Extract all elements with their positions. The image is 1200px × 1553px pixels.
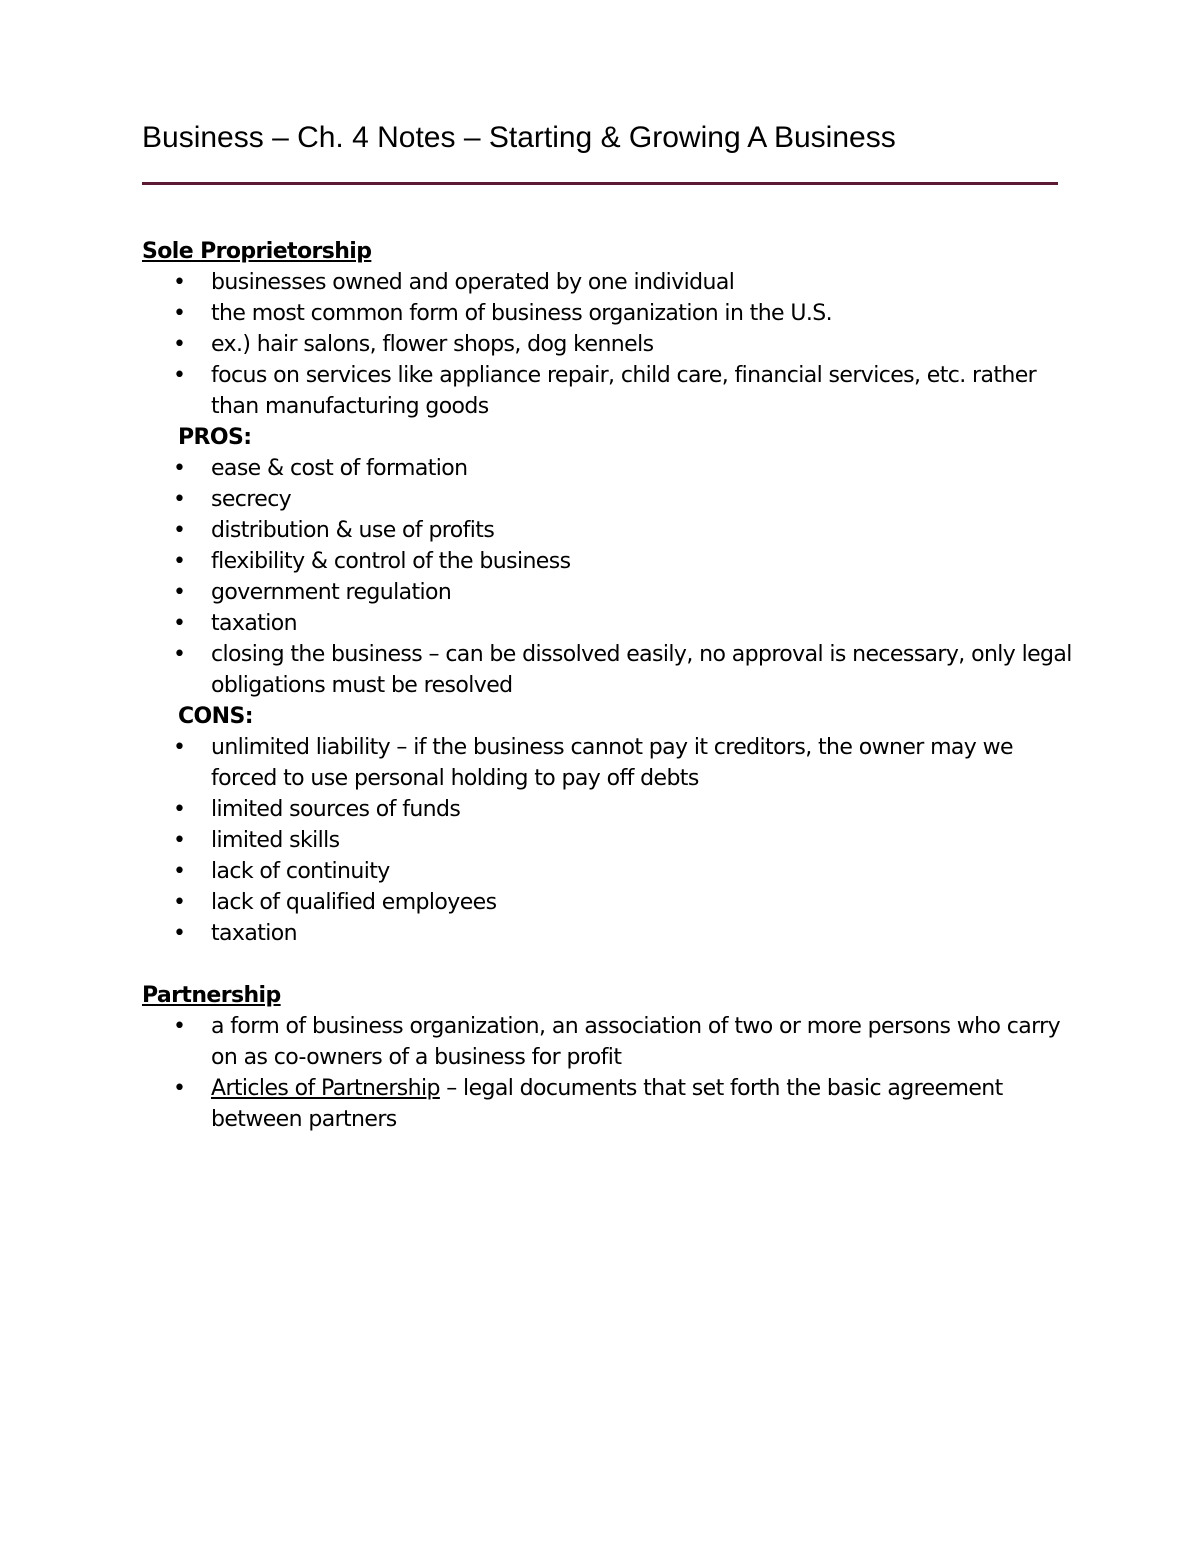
section-heading-partnership: Partnership xyxy=(142,983,281,1008)
list-item: • government regulation xyxy=(142,577,1072,608)
list-item: • secrecy xyxy=(142,484,1072,515)
cons-label: CONS: xyxy=(178,704,253,729)
list-item: • lack of continuity xyxy=(142,856,1072,887)
bullet-icon: • xyxy=(173,611,186,636)
pros-list xyxy=(142,453,1072,701)
bullet-icon: • xyxy=(173,549,186,574)
list-item: • taxation xyxy=(142,918,1072,949)
bullet-icon: • xyxy=(173,332,186,357)
list-item xyxy=(142,1073,1072,1135)
list-item: • businesses owned and operated by one individual xyxy=(142,267,1072,298)
bullet-icon: • xyxy=(173,580,186,605)
list-item: • taxation xyxy=(142,608,1072,639)
bullet-icon: • xyxy=(173,797,186,822)
list-item: • a form of business organization, an association of two or more persons who carry on as co-owners of a business for profit xyxy=(142,1011,1072,1073)
sole-proprietorship-intro-list xyxy=(142,267,1072,422)
bullet-icon: • xyxy=(173,270,186,295)
document-body xyxy=(142,236,1072,1135)
bullet-icon: • xyxy=(173,859,186,884)
list-item: • lack of qualified employees xyxy=(142,887,1072,918)
list-item: • ease & cost of formation xyxy=(142,453,1072,484)
list-item: • closing the business – can be dissolved easily, no approval is necessary, only legal obligations must be resolved xyxy=(142,639,1072,701)
section-spacer xyxy=(142,949,1072,980)
list-item: • focus on services like appliance repair, child care, financial services, etc. rather than manufacturing goods xyxy=(142,360,1072,422)
term-definition: – legal documents that set forth the basic agreement between partners xyxy=(211,1076,1003,1132)
list-item: • distribution & use of profits xyxy=(142,515,1072,546)
bullet-icon: • xyxy=(173,828,186,853)
list-item: • ex.) hair salons, flower shops, dog kennels xyxy=(142,329,1072,360)
section-partnership xyxy=(142,980,1072,1135)
term-articles-of-partnership: Articles of Partnership xyxy=(211,1076,440,1101)
bullet-icon: • xyxy=(173,921,186,946)
bullet-icon: • xyxy=(173,487,186,512)
document-title: Business – Ch. 4 Notes – Starting & Growing A Business xyxy=(142,121,896,154)
list-item: • the most common form of business organization in the U.S. xyxy=(142,298,1072,329)
bullet-icon: • xyxy=(173,363,186,388)
section-sole-proprietorship xyxy=(142,236,1072,949)
title-underline-rule xyxy=(142,182,1058,185)
list-item: • limited sources of funds xyxy=(142,794,1072,825)
bullet-icon: • xyxy=(173,1076,186,1101)
section-heading-sole-proprietorship: Sole Proprietorship xyxy=(142,239,372,264)
bullet-icon: • xyxy=(173,1014,186,1039)
list-item: • unlimited liability – if the business cannot pay it creditors, the owner may we forced to use personal holding to pay off debts xyxy=(142,732,1072,794)
bullet-icon: • xyxy=(173,456,186,481)
list-item: • limited skills xyxy=(142,825,1072,856)
list-item: • flexibility & control of the business xyxy=(142,546,1072,577)
bullet-icon: • xyxy=(173,518,186,543)
bullet-icon: • xyxy=(173,642,186,667)
cons-list xyxy=(142,732,1072,949)
bullet-icon: • xyxy=(173,735,186,760)
bullet-icon: • xyxy=(173,890,186,915)
partnership-list xyxy=(142,1011,1072,1135)
bullet-icon: • xyxy=(173,301,186,326)
pros-label: PROS: xyxy=(178,425,252,450)
